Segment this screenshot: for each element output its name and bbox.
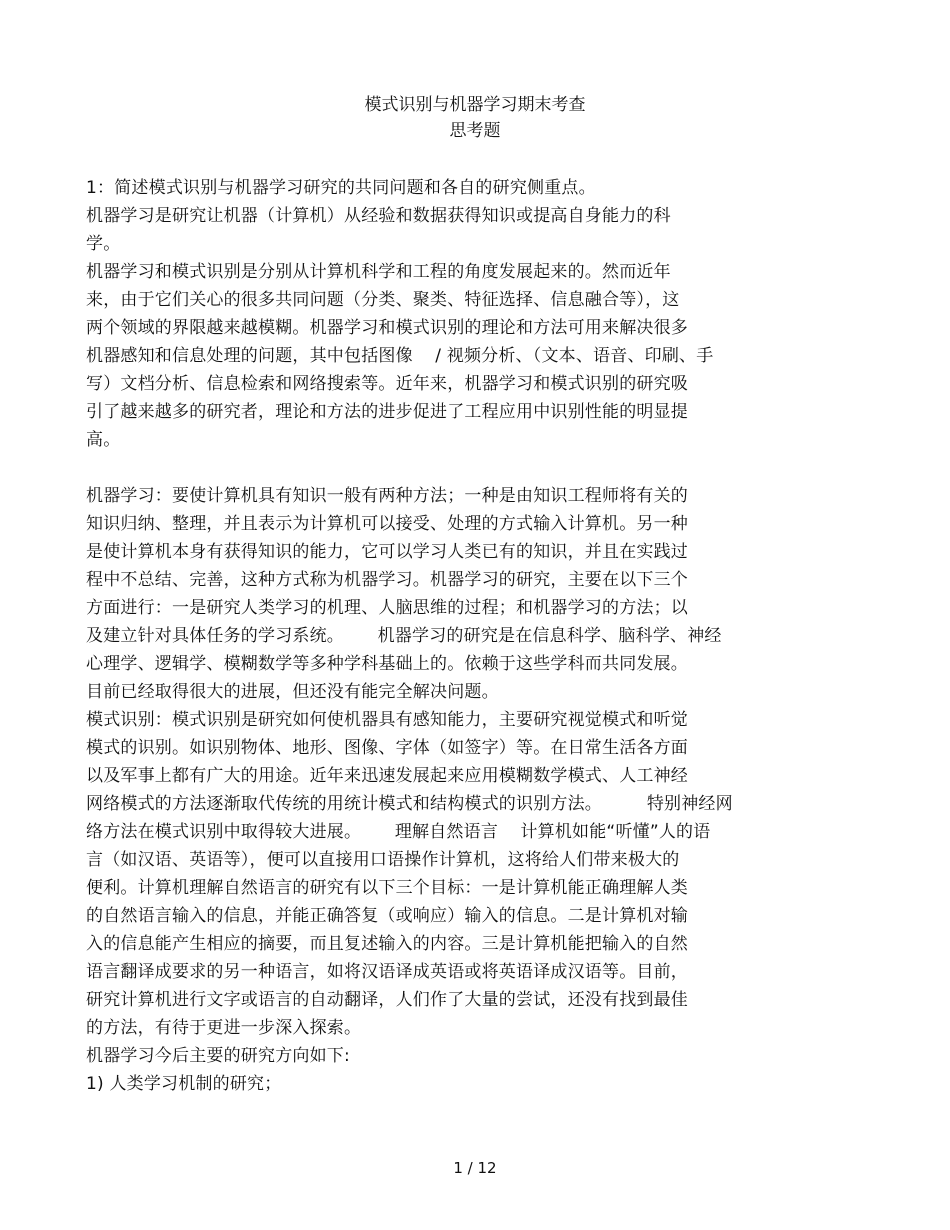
body-line: 以及军事上都有广大的用途。近年来迅速发展起来应用模糊数学模式、人工神经	[86, 766, 688, 786]
body-line: 知识归纳、整理，并且表示为计算机可以接受、处理的方式输入计算机。另一种	[86, 514, 688, 534]
body-line: 1) 人类学习机制的研究；	[86, 1074, 282, 1094]
body-line: 两个领域的界限越来越模糊。机器学习和模式识别的理论和方法可用来解决很多	[86, 318, 688, 338]
body-line: 是使计算机本身有获得知识的能力，它可以学习人类已有的知识，并且在实践过	[86, 542, 688, 562]
body-line: 模式识别：模式识别是研究如何使机器具有感知能力，主要研究视觉模式和听觉	[86, 710, 688, 730]
document-title: 模式识别与机器学习期末考查	[364, 95, 586, 115]
body-line: 模式的识别。如识别物体、地形、图像、字体（如签字）等。在日常生活各方面	[86, 738, 688, 758]
body-line: 目前已经取得很大的进展，但还没有能完全解决问题。	[86, 682, 499, 702]
body-line: 语言翻译成要求的另一种语言，如将汉语译成英语或将英语译成汉语等。目前，	[86, 962, 688, 982]
body-line: 引了越来越多的研究者，理论和方法的进步促进了工程应用中识别性能的明显提	[86, 402, 688, 422]
body-line: 学。	[86, 234, 121, 254]
body-line: 写）文档分析、信息检索和网络搜索等。近年来，机器学习和模式识别的研究吸	[86, 374, 688, 394]
body-line: 心理学、逻辑学、模糊数学等多种学科基础上的。依赖于这些学科而共同发展。	[86, 654, 688, 674]
body-line: 入的信息能产生相应的摘要，而且复述输入的内容。三是计算机能把输入的自然	[86, 934, 688, 954]
body-line: 机器感知和信息处理的问题，其中包括图像 / 视频分析、（文本、语音、印刷、手	[86, 346, 714, 366]
body-line: 便利。计算机理解自然语言的研究有以下三个目标：一是计算机能正确理解人类	[86, 878, 688, 898]
body-line: 的方法，有待于更进一步深入探索。	[86, 1018, 362, 1038]
body-line: 程中不总结、完善，这种方式称为机器学习。机器学习的研究，主要在以下三个	[86, 570, 688, 590]
body-line: 机器学习今后主要的研究方向如下:	[86, 1046, 350, 1066]
body-line: 络方法在模式识别中取得较大进展。 理解自然语言 计算机如能“听懂”人的语	[86, 822, 711, 842]
body-line: 的自然语言输入的信息，并能正确答复（或响应）输入的信息。二是计算机对输	[86, 906, 688, 926]
body-line: 高。	[86, 430, 121, 450]
body-line: 研究计算机进行文字或语言的自动翻译，人们作了大量的尝试，还没有找到最佳	[86, 990, 688, 1010]
body-line: 及建立针对具体任务的学习系统。 机器学习的研究是在信息科学、脑科学、神经	[86, 626, 722, 646]
body-line: 言（如汉语、英语等），便可以直接用口语操作计算机，这将给人们带来极大的	[86, 850, 680, 870]
body-line: 机器学习和模式识别是分别从计算机科学和工程的角度发展起来的。然而近年	[86, 262, 671, 282]
body-line: 1：简述模式识别与机器学习研究的共同问题和各自的研究侧重点。	[86, 178, 596, 198]
body-line: 机器学习是研究让机器（计算机）从经验和数据获得知识或提高自身能力的科	[86, 206, 671, 226]
body-line: 方面进行：一是研究人类学习的机理、人脑思维的过程；和机器学习的方法；以	[86, 598, 688, 618]
document-subtitle: 思考题	[449, 121, 501, 141]
body-line: 来，由于它们关心的很多共同问题（分类、聚类、特征选择、信息融合等），这	[86, 290, 680, 310]
page-number: 1 / 12	[453, 1159, 497, 1177]
body-line: 网络模式的方法逐渐取代传统的用统计模式和结构模式的识别方法。 特别神经网	[86, 794, 733, 814]
body-line: 机器学习：要使计算机具有知识一般有两种方法；一种是由知识工程师将有关的	[86, 486, 688, 506]
